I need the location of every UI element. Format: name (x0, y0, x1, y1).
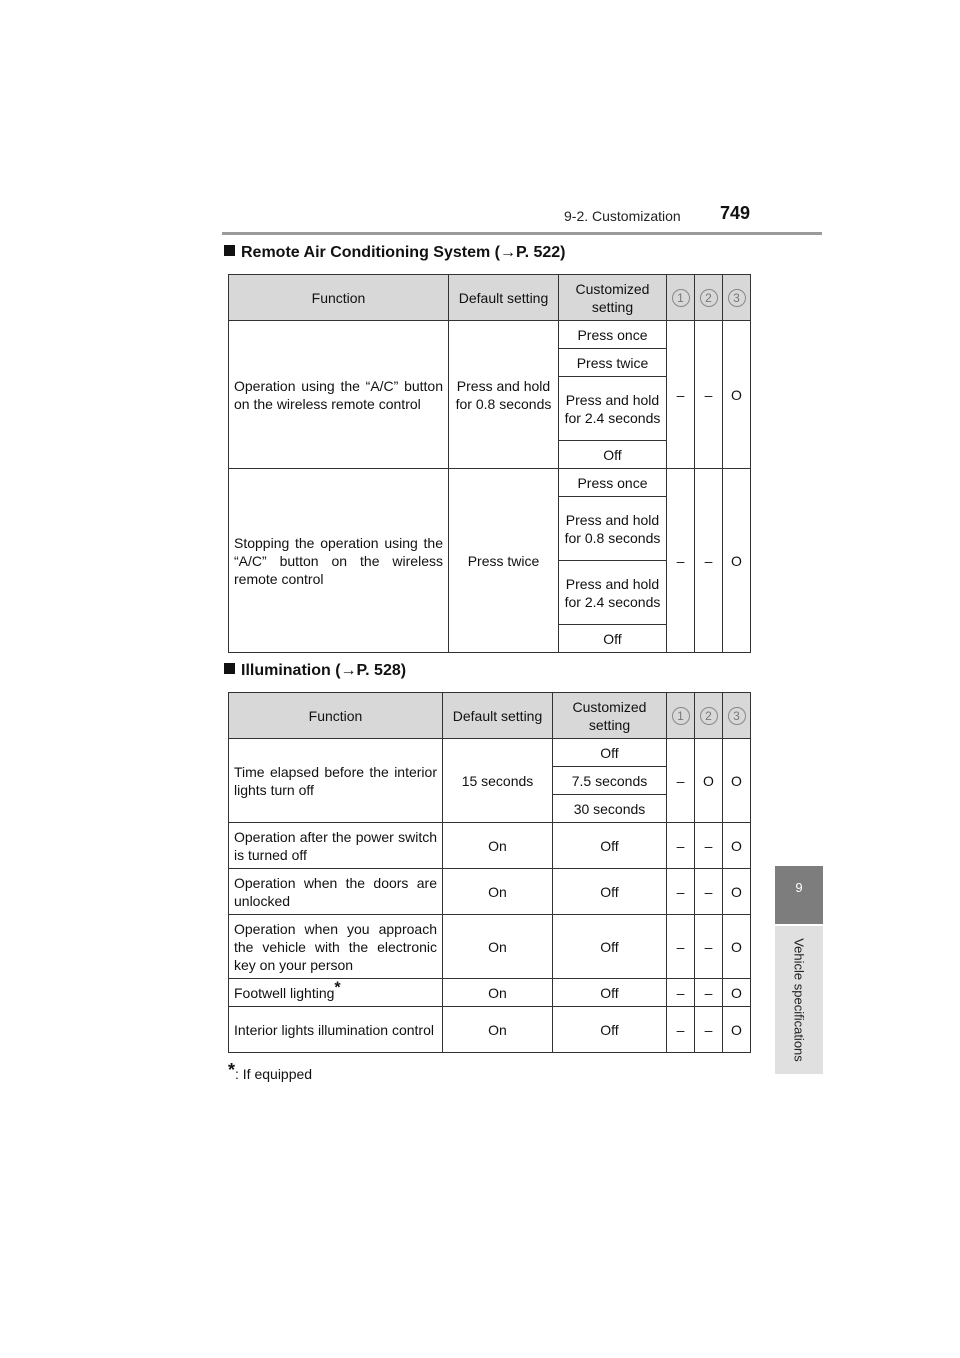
footnote (228, 1060, 312, 1082)
function-cell: Operation when you approach the vehicle with the electronic key on your person (229, 915, 443, 979)
function-cell: Footwell lighting* (229, 979, 443, 1007)
table-row (229, 823, 751, 869)
illumination-table (228, 692, 751, 1053)
mark-cell: O (723, 1007, 751, 1053)
default-cell: 15 seconds (443, 739, 553, 823)
option-cell: Press and hold for 2.4 seconds (559, 377, 667, 441)
col-default: Default setting (449, 275, 559, 321)
mark-cell: – (667, 915, 695, 979)
circled-3-icon: 3 (728, 707, 746, 725)
option-cell: Off (553, 1007, 667, 1053)
table-row (229, 869, 751, 915)
default-cell: Press and hold for 0.8 seconds (449, 321, 559, 469)
function-cell: Time elapsed before the interior lights turn off (229, 739, 443, 823)
footnote-star: * (334, 978, 341, 996)
circled-2-icon: 2 (700, 707, 718, 725)
square-bullet-icon (224, 245, 235, 256)
mark-cell: – (667, 1007, 695, 1053)
mark-cell: – (695, 979, 723, 1007)
col-function: Function (229, 693, 443, 739)
option-cell: Off (553, 739, 667, 767)
col-2 (695, 693, 723, 739)
circled-1-icon: 1 (672, 707, 690, 725)
default-cell: On (443, 869, 553, 915)
mark-cell: O (723, 469, 751, 653)
mark-cell: O (695, 739, 723, 823)
option-cell: Press twice (559, 349, 667, 377)
default-cell: On (443, 915, 553, 979)
mark-cell: – (667, 979, 695, 1007)
function-cell: Operation after the power switch is turned off (229, 823, 443, 869)
mark-cell: – (667, 869, 695, 915)
mark-cell: – (667, 321, 695, 469)
page-number: 749 (720, 203, 751, 223)
table-row (229, 469, 751, 497)
chapter-tab (775, 926, 823, 1074)
footnote-star: * (228, 1060, 236, 1080)
option-cell: Press and hold for 0.8 seconds (559, 497, 667, 561)
mark-cell: – (695, 823, 723, 869)
option-cell: Press once (559, 469, 667, 497)
col-customized: Customized setting (553, 693, 667, 739)
mark-cell: O (723, 979, 751, 1007)
mark-cell: – (695, 1007, 723, 1053)
illumination-heading: Illumination (→P. 528) (224, 662, 406, 680)
header-divider (222, 232, 822, 235)
table-row (229, 321, 751, 349)
function-cell: Operation when the doors are unlocked (229, 869, 443, 915)
default-cell: Press twice (449, 469, 559, 653)
option-cell: Press once (559, 321, 667, 349)
mark-cell: – (695, 869, 723, 915)
mark-cell: – (695, 321, 723, 469)
mark-cell: – (667, 823, 695, 869)
table-row (229, 915, 751, 979)
function-cell: Stopping the operation using the “A/C” button on the wireless remote control (229, 469, 449, 653)
function-cell: Operation using the “A/C” button on the wireless remote control (229, 321, 449, 469)
default-cell: On (443, 1007, 553, 1053)
mark-cell: O (723, 321, 751, 469)
table-header-row (229, 693, 751, 739)
col-3 (723, 275, 751, 321)
option-cell: Press and hold for 2.4 seconds (559, 561, 667, 625)
option-cell: 30 seconds (553, 795, 667, 823)
circled-3-icon: 3 (728, 289, 746, 307)
option-cell: Off (559, 441, 667, 469)
square-bullet-icon (224, 663, 235, 674)
option-cell: 7.5 seconds (553, 767, 667, 795)
arrow-icon: → (499, 244, 516, 261)
mark-cell: – (667, 469, 695, 653)
chapter-tab-label: Vehicle specifications (791, 938, 807, 1062)
table-row (229, 979, 751, 1007)
chapter-tab-number: 9 (775, 866, 823, 924)
default-cell: On (443, 823, 553, 869)
table-header-row (229, 275, 751, 321)
option-cell: Off (553, 823, 667, 869)
table-row (229, 739, 751, 767)
mark-cell: O (723, 915, 751, 979)
mark-cell: – (695, 915, 723, 979)
option-cell: Off (553, 869, 667, 915)
function-cell: Interior lights illumination control (229, 1007, 443, 1053)
page-reference-link[interactable]: P. 522) (515, 244, 566, 261)
footnote-text: : If equipped (235, 1066, 313, 1082)
mark-cell: O (723, 739, 751, 823)
option-cell: Off (559, 625, 667, 653)
remote-ac-heading: Remote Air Conditioning System (→P. 522) (224, 244, 566, 262)
mark-cell: – (667, 739, 695, 823)
default-cell: On (443, 979, 553, 1007)
mark-cell: O (723, 869, 751, 915)
col-customized: Customized setting (559, 275, 667, 321)
remote-ac-table (228, 274, 751, 653)
circled-1-icon: 1 (672, 289, 690, 307)
option-cell: Off (553, 915, 667, 979)
circled-2-icon: 2 (700, 289, 718, 307)
arrow-icon: → (340, 662, 357, 679)
section-header: 9-2. Customization (564, 208, 681, 224)
col-2 (695, 275, 723, 321)
col-3 (723, 693, 751, 739)
col-function: Function (229, 275, 449, 321)
page-reference-link[interactable]: P. 528) (356, 662, 407, 679)
mark-cell: – (695, 469, 723, 653)
col-1 (667, 693, 695, 739)
mark-cell: O (723, 823, 751, 869)
col-default: Default setting (443, 693, 553, 739)
option-cell: Off (553, 979, 667, 1007)
table-row (229, 1007, 751, 1053)
col-1 (667, 275, 695, 321)
